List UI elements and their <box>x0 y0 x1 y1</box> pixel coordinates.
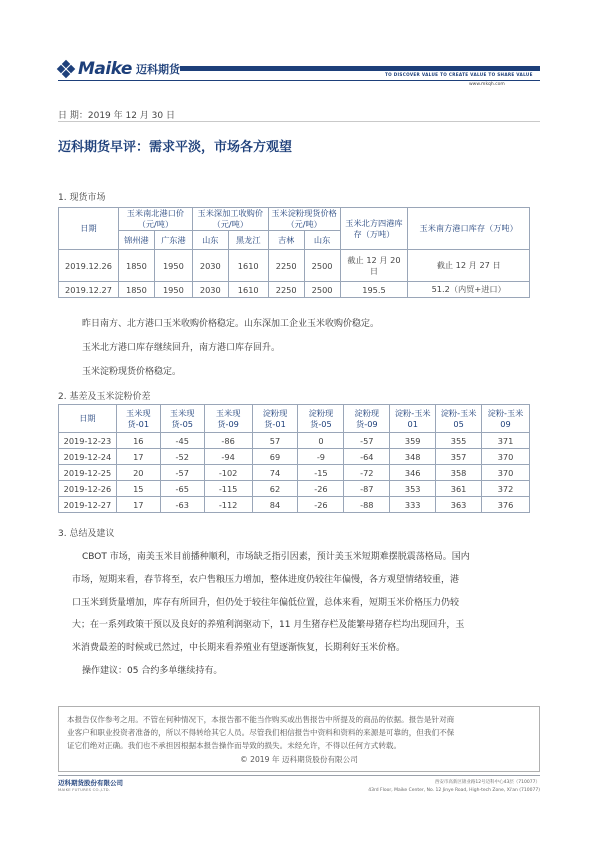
table-cell: -26 <box>298 481 344 497</box>
disclaimer-box <box>58 706 540 772</box>
table-cell: -57 <box>160 465 204 481</box>
table-cell: -112 <box>204 497 252 513</box>
table-cell: 截止 12 月 20 日 <box>340 250 408 282</box>
spot-note: 昨日南方、北方港口玉米收购价格稳定。山东深加工企业玉米收购价稳定。 <box>82 319 380 329</box>
table-subheader: 广东港 <box>154 231 192 250</box>
table-header: 淀粉-玉米 09 <box>482 405 530 433</box>
report-title: 迈科期货早评：需求平淡，市场各方观望 <box>58 140 293 155</box>
table-cell: 348 <box>390 449 436 465</box>
table-cell: -15 <box>298 465 344 481</box>
table-row <box>59 449 530 465</box>
section3-heading: 3. 总结及建议 <box>58 529 115 539</box>
section1-heading: 1. 现货市场 <box>58 193 106 203</box>
table-header: 玉米现货-09 <box>204 405 252 433</box>
table-cell: 1950 <box>154 282 192 298</box>
table-cell: 20 <box>116 465 160 481</box>
table-cell: -9 <box>298 449 344 465</box>
table-cell: 84 <box>252 497 298 513</box>
disclaimer-line: 证它们绝对正确。我们也不承担因根据本报告操作而导致的损失。未经允许，不得以任何方式转载。 <box>67 741 402 750</box>
table-cell: 372 <box>482 481 530 497</box>
table-header: 玉米现货-01 <box>116 405 160 433</box>
table-cell: 353 <box>390 481 436 497</box>
summary-line: CBOT 市场，南美玉米目前播种顺利，市场缺乏指引因素，预计美玉米短期难摆脱震荡格局。国内 <box>82 552 470 562</box>
spot-market-table <box>58 207 530 298</box>
table-cell: -57 <box>344 433 390 449</box>
report-date: 日 期：2019 年 12 月 30 日 <box>58 111 175 121</box>
table-cell: -102 <box>204 465 252 481</box>
table-cell: 62 <box>252 481 298 497</box>
table-cell: 195.5 <box>340 282 408 298</box>
table-cell: 1850 <box>118 250 154 282</box>
table-cell: 2019.12.26 <box>59 250 119 282</box>
table-cell: 333 <box>390 497 436 513</box>
table-cell: 17 <box>116 497 160 513</box>
table-cell: -86 <box>204 433 252 449</box>
summary-line: 米消费最差的时候或已然过，中长期来看养殖业有望逐渐恢复，长期利好玉米价格。 <box>72 643 406 654</box>
section2-heading: 2. 基差及玉米淀粉价差 <box>58 392 151 402</box>
header-url[interactable]: www.mkqh.com <box>469 82 505 87</box>
table-cell: 截止 12 月 27 日 <box>408 250 530 282</box>
operation-advice: 操作建议：05 合约多单继续持有。 <box>82 665 223 676</box>
header-slogan: TO DISCOVER VALUE TO CREATE VALUE TO SHARE VALUE <box>385 72 533 77</box>
table-cell: -26 <box>298 497 344 513</box>
table-row <box>59 282 530 298</box>
table-header-group: 玉米淀粉现货价格（元/吨） <box>268 208 340 231</box>
table-cell: 355 <box>436 433 482 449</box>
date-divider <box>58 121 540 122</box>
disclaimer-line: 业客户和职业投资者准备的，所以不得转给其它人员。尽管我们相信报告中资料和资料的来源是可靠的，但我们不保 <box>67 728 455 737</box>
table-cell: 51.2（内贸+进口） <box>408 282 530 298</box>
basis-spread-table <box>58 404 530 513</box>
table-cell: 74 <box>252 465 298 481</box>
spot-note: 玉米北方港口库存继续回升，南方港口库存回升。 <box>82 343 281 353</box>
summary-line: 大；在一系列政策干预以及良好的养殖利润驱动下，11 月生猪存栏及能繁母猪存栏均出现回升，玉 <box>72 620 465 631</box>
table-row <box>59 481 530 497</box>
table-subheader: 吉林 <box>268 231 304 250</box>
table-cell: 358 <box>436 465 482 481</box>
table-cell: 0 <box>298 433 344 449</box>
table-cell: 2019-12-25 <box>59 465 117 481</box>
table-row <box>59 250 530 282</box>
table-cell: 57 <box>252 433 298 449</box>
footer-address-en: 43rd Floor, Maike Center, No. 12 Jinye Road, High-tech Zone, Xi'an (710077) <box>368 788 540 793</box>
footer-company-cn: 迈科期货股份有限公司 <box>58 779 123 787</box>
table-cell: 1950 <box>154 250 192 282</box>
table-cell: -94 <box>204 449 252 465</box>
summary-line: 口玉米到货量增加，库存有所回升，但仍处于较往年偏低位置，总体来看，短期玉米价格压力仍较 <box>72 597 460 608</box>
table-cell: -63 <box>160 497 204 513</box>
table-cell: 69 <box>252 449 298 465</box>
header-rule <box>58 80 540 81</box>
table-header: 淀粉-玉米 05 <box>436 405 482 433</box>
copyright: © 2019 年 迈科期货股份有限公司 <box>240 755 358 764</box>
footer-address <box>368 779 540 795</box>
table-header-group: 玉米深加工收购价（元/吨） <box>192 208 268 231</box>
disclaimer-line: 本报告仅作参考之用。不管在何种情况下，本报告都不能当作购买或出售报告中所提及的商品的依据。报告是针对商 <box>67 715 455 724</box>
table-cell: 359 <box>390 433 436 449</box>
page-header <box>0 0 595 100</box>
table-cell: 2019-12-23 <box>59 433 117 449</box>
table-header: 淀粉-玉米 01 <box>390 405 436 433</box>
spot-note: 玉米淀粉现货价格稳定。 <box>82 367 182 377</box>
table-cell: 376 <box>482 497 530 513</box>
table-cell: -64 <box>344 449 390 465</box>
footer-address-cn: 西安市高新区锦业路12号迈科中心43层（710077） <box>434 780 540 785</box>
table-header: 淀粉现货-09 <box>344 405 390 433</box>
table-cell: 357 <box>436 449 482 465</box>
table-cell: 16 <box>116 433 160 449</box>
table-header: 玉米现货-05 <box>160 405 204 433</box>
table-cell: 1610 <box>228 282 268 298</box>
table-subheader: 锦州港 <box>118 231 154 250</box>
logo-diamond-icon <box>58 61 74 77</box>
table-cell: 2019-12-26 <box>59 481 117 497</box>
logo-cn-text: 迈科期货 <box>135 63 180 76</box>
table-cell: -87 <box>344 481 390 497</box>
table-cell: 1850 <box>118 282 154 298</box>
table-cell: 2019-12-24 <box>59 449 117 465</box>
table-header-group: 玉米北方四港库存（万吨） <box>340 208 408 250</box>
table-cell: 1610 <box>228 250 268 282</box>
table-cell: 2250 <box>268 250 304 282</box>
table-cell: -72 <box>344 465 390 481</box>
table-cell: 346 <box>390 465 436 481</box>
footer-company-en: MAIKE FUTURES CO.,LTD. <box>58 787 111 792</box>
table-cell: 363 <box>436 497 482 513</box>
table-header-date: 日期 <box>59 208 119 250</box>
table-subheader: 黑龙江 <box>228 231 268 250</box>
table-cell: 370 <box>482 465 530 481</box>
table-subheader: 山东 <box>192 231 228 250</box>
table-cell: -45 <box>160 433 204 449</box>
table-cell: -65 <box>160 481 204 497</box>
table-cell: 2500 <box>304 250 340 282</box>
header-bar <box>180 66 540 71</box>
table-header: 淀粉现货-01 <box>252 405 298 433</box>
table-cell: 2030 <box>192 250 228 282</box>
table-cell: 2250 <box>268 282 304 298</box>
table-cell: -52 <box>160 449 204 465</box>
footer-company <box>58 778 123 792</box>
table-cell: 370 <box>482 449 530 465</box>
table-cell: 15 <box>116 481 160 497</box>
table-subheader: 山东 <box>304 231 340 250</box>
summary-line: 市场，短期来看，春节将至，农户售粮压力增加，整体进度仍较往年偏慢，各方观望情绪较重，港 <box>72 574 460 585</box>
table-cell: 371 <box>482 433 530 449</box>
table-cell: -88 <box>344 497 390 513</box>
table-row <box>59 465 530 481</box>
summary-text <box>72 546 542 683</box>
table-row <box>59 497 530 513</box>
table-header-group: 玉米南方港口库存（万吨） <box>408 208 530 250</box>
footer-rule <box>58 775 540 776</box>
table-cell: 17 <box>116 449 160 465</box>
table-cell: 361 <box>436 481 482 497</box>
table-cell: 2030 <box>192 282 228 298</box>
table-header-group: 玉米南北港口价（元/吨） <box>118 208 192 231</box>
table-cell: 2500 <box>304 282 340 298</box>
table-cell: 2019-12-27 <box>59 497 117 513</box>
table-row <box>59 433 530 449</box>
table-header: 淀粉现货-05 <box>298 405 344 433</box>
company-logo <box>58 58 180 80</box>
table-cell: 2019.12.27 <box>59 282 119 298</box>
table-header: 日期 <box>59 405 117 433</box>
table-cell: -115 <box>204 481 252 497</box>
logo-text: Maike <box>78 59 132 79</box>
